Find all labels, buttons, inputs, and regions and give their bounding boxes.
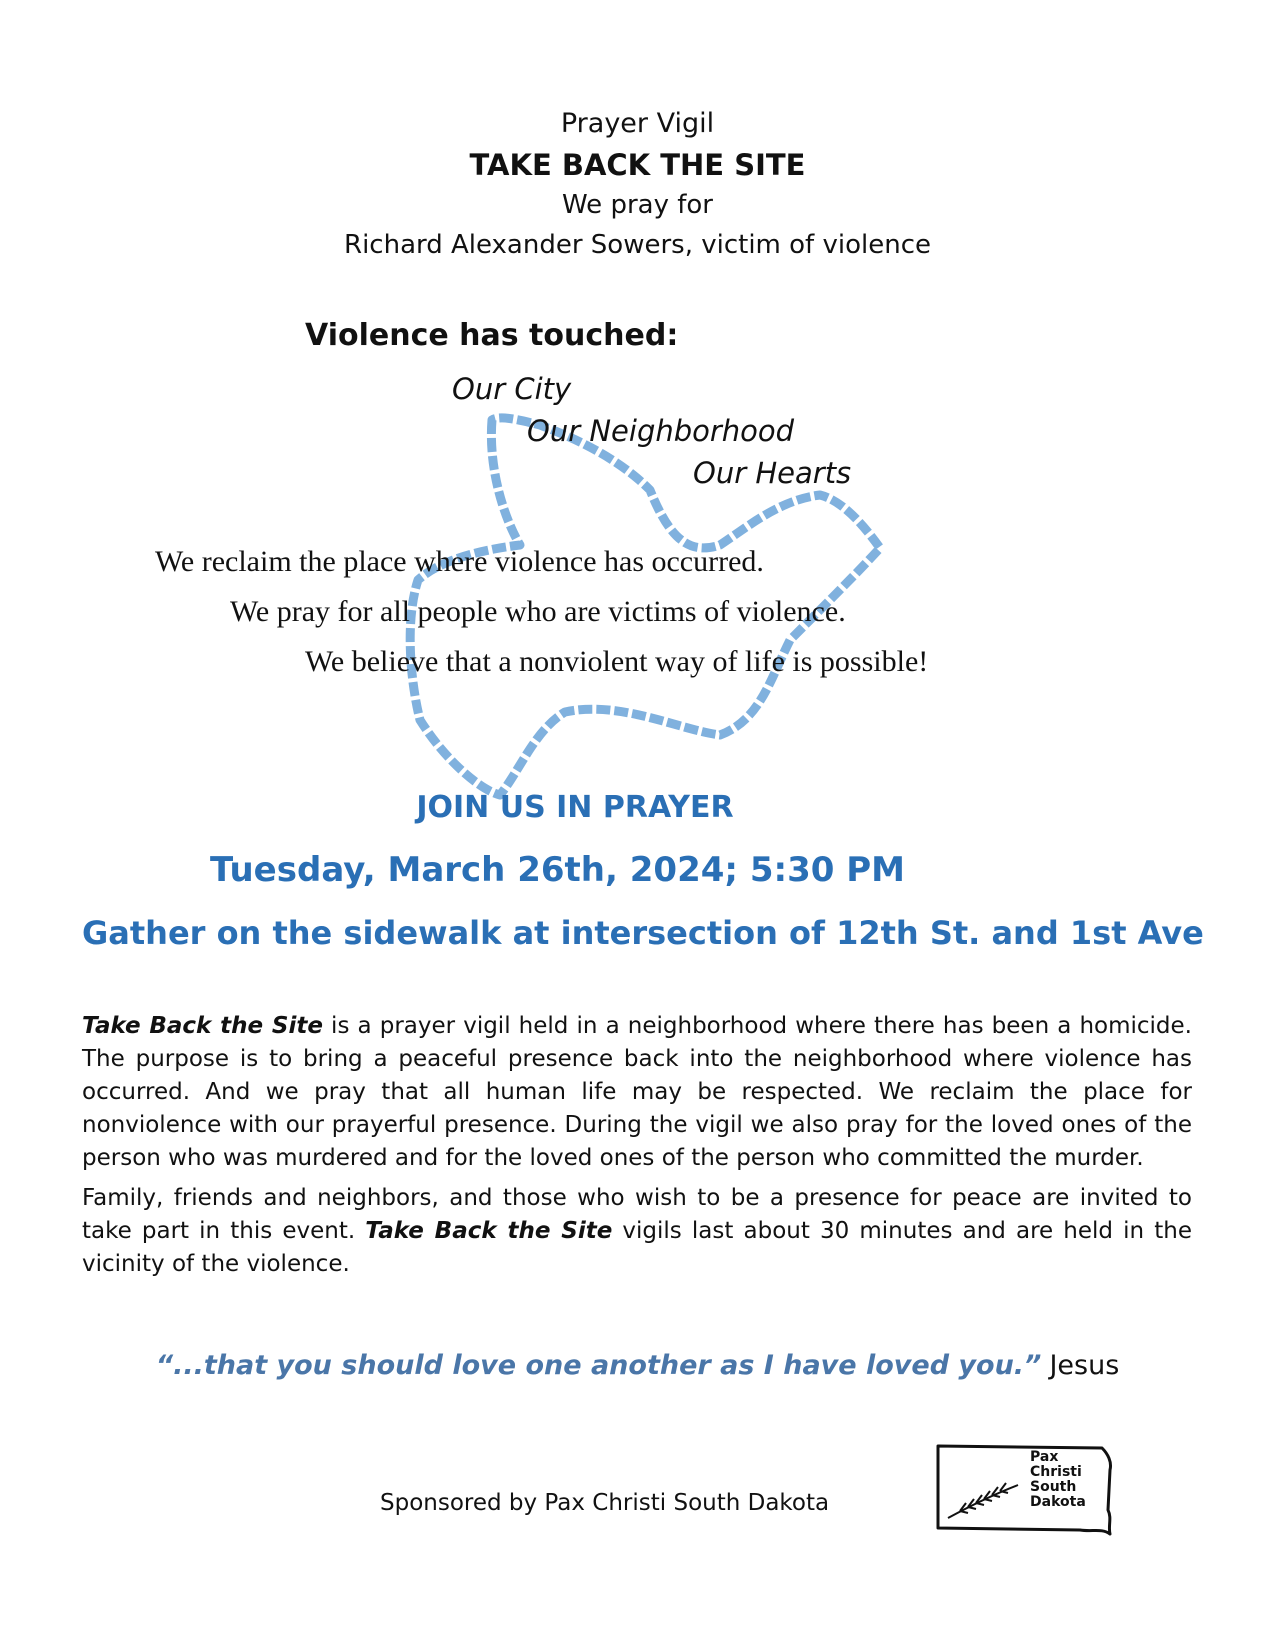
touched-item-neighborhood: Our Neighborhood	[527, 414, 795, 448]
statement-pray: We pray for all people who are victims of violence.	[230, 595, 846, 628]
touched-item-city: Our City	[452, 372, 572, 406]
join-heading: JOIN US IN PRAYER	[416, 790, 734, 825]
description-paragraph-2	[82, 1182, 1192, 1281]
description-p1-text: is a prayer vigil held in a neighborhood where there has been a homicide. The purpose is to bring a peaceful presence back into the neighborhood where violence has occurred. And we pray that all human life may be respected. We reclaim the place for nonviolence with our prayerful presence. During the vigil we also pray for the loved ones of the person who was murdered and for the loved ones of the person who committed the murder.	[82, 1013, 1192, 1171]
logo-line-south: South	[1030, 1479, 1077, 1495]
logo-line-dakota: Dakota	[1030, 1494, 1086, 1510]
pre-title: Prayer Vigil	[560, 108, 715, 139]
logo-text	[1030, 1450, 1086, 1510]
touched-heading: Violence has touched:	[305, 318, 679, 353]
page-title: TAKE BACK THE SITE	[469, 148, 806, 182]
description-p2-text: vigils last about 30 minutes and are held in the vicinity of the violence.	[82, 1218, 1192, 1277]
description-paragraph-1	[82, 1010, 1192, 1175]
quote-author: Jesus	[1049, 1350, 1120, 1381]
description-p2-name: Take Back the Site	[365, 1218, 613, 1244]
statement-believe: We believe that a nonviolent way of life is possible!	[305, 645, 929, 678]
quote-text: “...that you should love one another as I have loved you.”	[155, 1350, 1042, 1381]
quote	[0, 1350, 1275, 1381]
event-location: Gather on the sidewalk at intersection of 12th St. and 1st Ave	[82, 914, 1204, 952]
logo-line-pax: Pax	[1030, 1449, 1059, 1465]
statement-reclaim: We reclaim the place where violence has occurred.	[155, 545, 764, 578]
description-p2-start: Family, friends and neighbors, and those who wish to be a presence for peace are invited to take part in this event.	[82, 1185, 1192, 1244]
logo-line-christi: Christi	[1030, 1464, 1082, 1480]
event-date: Tuesday, March 26th, 2024; 5:30 PM	[210, 850, 905, 890]
sponsor-text: Sponsored by Pax Christi South Dakota	[380, 1490, 830, 1516]
pray-for-text: We pray for	[562, 190, 713, 220]
touched-item-hearts: Our Hearts	[693, 456, 852, 490]
description-name: Take Back the Site	[82, 1013, 323, 1039]
pax-christi-logo	[930, 1440, 1120, 1540]
victim-name: Richard Alexander Sowers, victim of violence	[344, 230, 931, 260]
